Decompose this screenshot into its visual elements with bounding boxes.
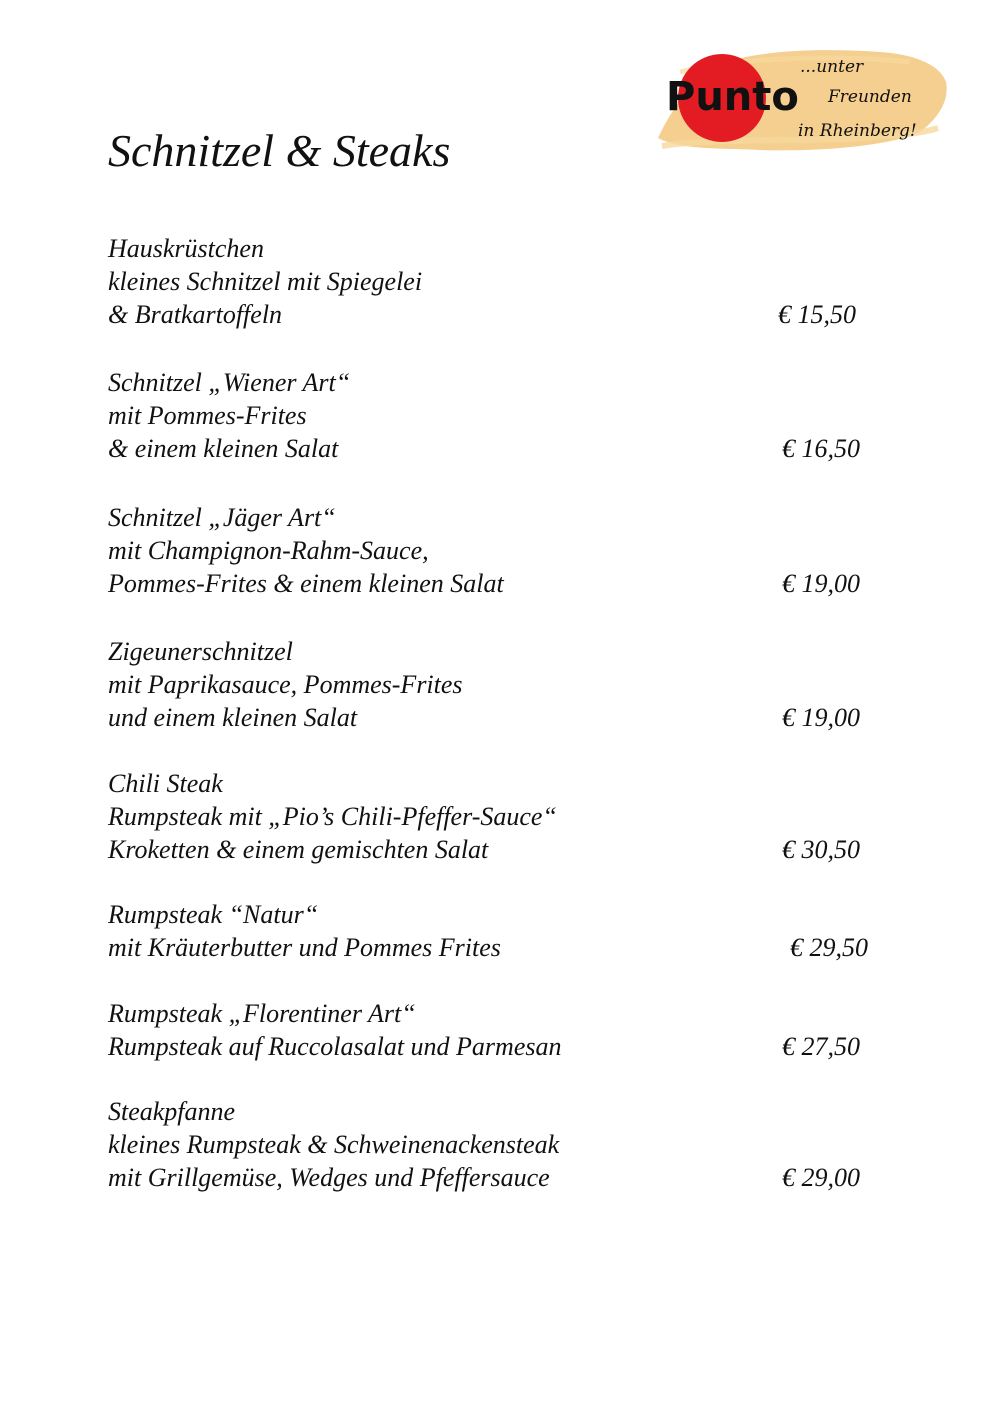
item-price: € 29,00	[782, 1163, 860, 1192]
item-name: Hauskrüstchen	[108, 234, 264, 263]
item-description: kleines Schnitzel mit Spiegelei	[108, 267, 423, 296]
item-description: Pommes-Frites & einem kleinen Salat	[108, 569, 504, 598]
item-price: € 19,00	[782, 703, 860, 732]
item-name: Rumpsteak “Natur“	[108, 900, 319, 929]
punto-logo-graphic	[650, 42, 950, 162]
menu-item	[108, 1095, 888, 1205]
item-name: Schnitzel „Wiener Art“	[108, 368, 351, 397]
item-name: Zigeunerschnitzel	[108, 637, 293, 666]
logo-tagline-1: ...unter	[800, 57, 864, 77]
item-name: Chili Steak	[108, 769, 223, 798]
item-description: mit Champignon-Rahm-Sauce,	[108, 536, 429, 565]
item-price: € 29,50	[790, 933, 868, 962]
item-name: Steakpfanne	[108, 1097, 236, 1126]
menu-item	[108, 635, 888, 745]
item-description: Rumpsteak mit „Pio’s Chili-Pfeffer-Sauce“	[108, 802, 557, 831]
item-description: kleines Rumpsteak & Schweinenackensteak	[108, 1130, 560, 1159]
page-title: Schnitzel & Steaks	[108, 125, 451, 176]
menu-item	[108, 366, 888, 476]
item-description: Kroketten & einem gemischten Salat	[108, 835, 489, 864]
item-description: mit Pommes-Frites	[108, 401, 307, 430]
item-description: und einem kleinen Salat	[108, 703, 358, 732]
item-price: € 16,50	[782, 434, 860, 463]
menu-item	[108, 898, 888, 1008]
item-price: € 27,50	[782, 1032, 860, 1061]
item-description: mit Kräuterbutter und Pommes Frites	[108, 933, 501, 962]
item-description: mit Paprikasauce, Pommes-Frites	[108, 670, 463, 699]
menu-item	[108, 232, 888, 342]
item-description: & einem kleinen Salat	[108, 434, 339, 463]
menu-item	[108, 767, 888, 877]
logo-tagline-3: in Rheinberg!	[798, 121, 917, 141]
menu-item	[108, 501, 888, 611]
punto-logo	[650, 42, 950, 162]
menu-item	[108, 997, 888, 1107]
item-price: € 19,00	[782, 569, 860, 598]
item-description: mit Grillgemüse, Wedges und Pfeffersauce	[108, 1163, 550, 1192]
item-price: € 15,50	[778, 300, 856, 329]
item-name: Rumpsteak „Florentiner Art“	[108, 999, 416, 1028]
item-description: Rumpsteak auf Ruccolasalat und Parmesan	[108, 1032, 562, 1061]
item-price: € 30,50	[782, 835, 860, 864]
item-description: & Bratkartoffeln	[108, 300, 283, 329]
logo-tagline-2: Freunden	[828, 87, 912, 107]
item-name: Schnitzel „Jäger Art“	[108, 503, 336, 532]
logo-brand: Punto	[666, 74, 799, 120]
